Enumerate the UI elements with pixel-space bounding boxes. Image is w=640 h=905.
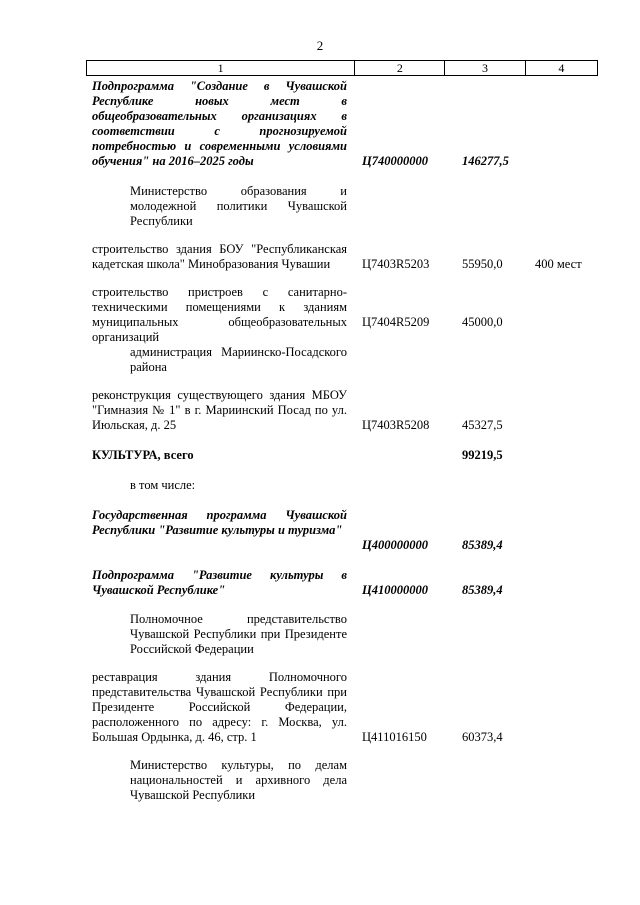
row-amount: 45327,5 [462,418,503,432]
column-header-3: 3 [445,61,525,76]
row-text: Подпрограмма "Создание в Чувашской Республике новых мест в общеобразовательных организациях в соответствии с прогнозируемой потребностью и современными условиями обучения" на 2016–2025 годы [92,79,347,168]
row-extra: 400 мест [535,257,582,271]
row-text: строительство здания БОУ "Республиканская кадетская школа" Минобразования Чувашии [92,242,347,271]
row-amount: 45000,0 [462,315,503,329]
row-text: Министерство культуры, по делам национальностей и архивного дела Чувашской Республики [130,758,347,802]
row-code: Ц740000000 [362,154,428,168]
column-header-1: 1 [87,61,355,76]
row-text: реконструкция существующего здания МБОУ "Гимназия № 1" в г. Мариинский Посад по ул. Июльская, д. 25 [92,388,347,432]
row-amount: 55950,0 [462,257,503,271]
row-code: Ц410000000 [362,583,428,597]
row-amount: 99219,5 [462,448,503,462]
row-amount: 60373,4 [462,730,503,744]
row-text: в том числе: [130,478,196,492]
row-amount: 85389,4 [462,538,503,552]
column-header-table [86,60,598,76]
row-text: администрация Мариинско-Посадского района [130,345,347,374]
column-header-2: 2 [355,61,445,76]
row-amount: 146277,5 [462,154,509,168]
row-code: Ц411016150 [362,730,427,744]
row-code: Ц7404R5209 [362,315,430,329]
row-text: Подпрограмма "Развитие культуры в Чувашской Республике" [92,568,347,597]
page-number: 2 [316,38,324,53]
row-text: реставрация здания Полномочного представительства Чувашской Республики при Президенте Российской Федерации, расположенного по адресу: г. Москва, ул. Большая Ордынка, д. 46, стр. 1 [92,670,347,744]
row-code: Ц7403R5203 [362,257,430,271]
row-code: Ц7403R5208 [362,418,430,432]
row-text: строительство пристроев с санитарно-техническими помещениями к зданиям муниципальных общеобразовательных организаций [92,285,347,344]
row-text: Министерство образования и молодежной политики Чувашской Республики [130,184,347,228]
row-text: Полномочное представительство Чувашской Республики при Президенте Российской Федерации [130,612,347,656]
row-text: Государственная программа Чувашской Республики "Развитие культуры и туризма" [92,508,347,537]
row-amount: 85389,4 [462,583,503,597]
row-code: Ц400000000 [362,538,428,552]
column-header-4: 4 [525,61,597,76]
row-text: КУЛЬТУРА, всего [92,448,194,462]
